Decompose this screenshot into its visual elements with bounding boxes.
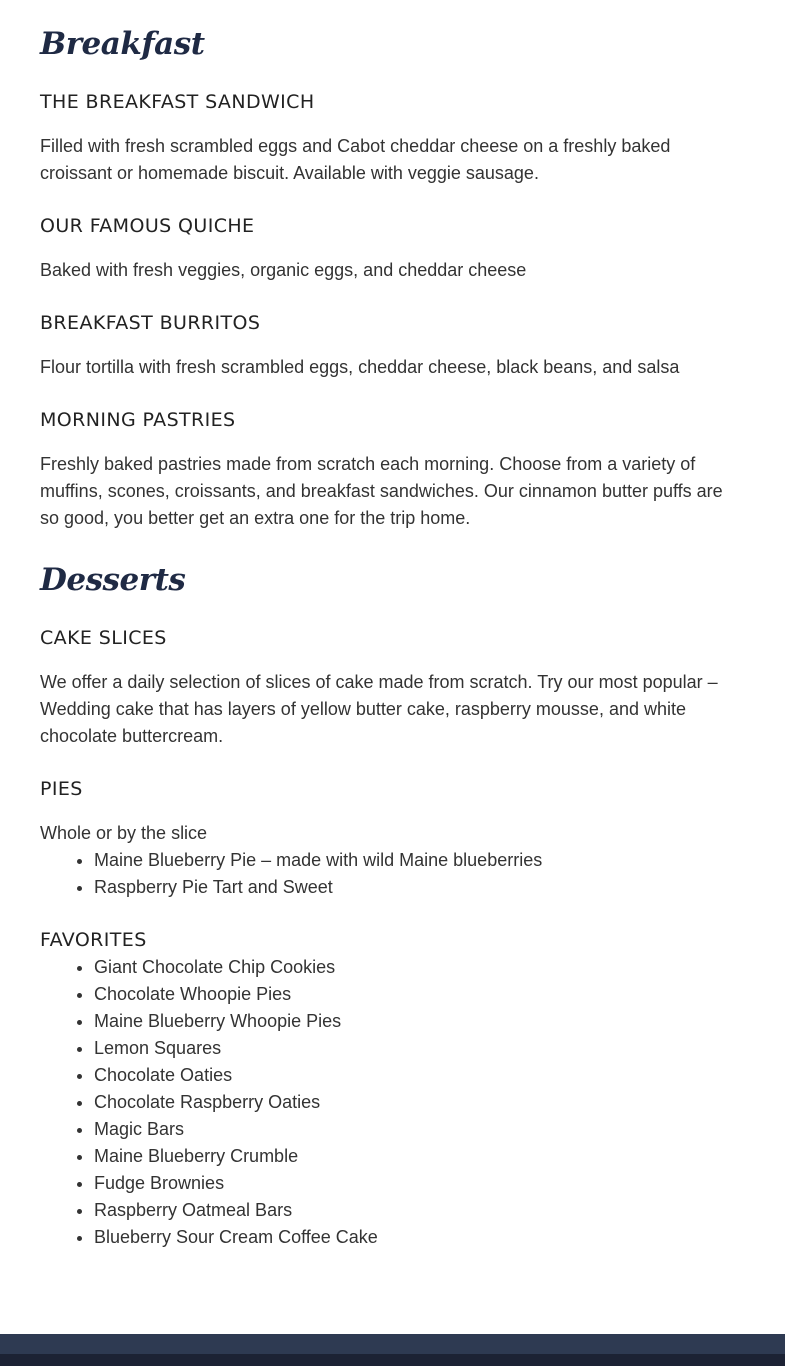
cake-slices-title: CAKE SLICES — [40, 627, 167, 649]
desserts-section-title: Desserts — [40, 562, 186, 598]
quiche-title: OUR FAMOUS QUICHE — [40, 215, 255, 237]
pastries-description: Freshly baked pastries made from scratch each morning. Choose from a variety of muffins, scones, croissants, and breakfast sandwiches. Our cinnamon butter puffs are so good, you better get an extra one for the trip home. — [40, 454, 723, 528]
favorites-list — [40, 954, 745, 1251]
list-item: • Maine Blueberry Pie – made with wild Maine blueberries — [94, 847, 745, 874]
footer-top-band — [0, 1334, 785, 1354]
cake-slices-description: We offer a daily selection of slices of cake made from scratch. Try our most popular – Wedding cake that has layers of yellow butter cake, raspberry mousse, and white chocolate buttercream. — [40, 672, 718, 746]
quiche-description: Baked with fresh veggies, organic eggs, and cheddar cheese — [40, 260, 527, 280]
menu-content — [40, 22, 745, 1251]
pastries-title: MORNING PASTRIES — [40, 409, 236, 431]
pies-description: Whole or by the slice — [40, 823, 208, 843]
list-item: • Maine Blueberry Whoopie Pies — [94, 1008, 745, 1035]
breakfast-sandwich-description: Filled with fresh scrambled eggs and Cabot cheddar cheese on a freshly baked croissant or homemade biscuit. Available with veggie sausage. — [40, 136, 671, 183]
breakfast-sandwich-title: THE BREAKFAST SANDWICH — [40, 91, 315, 113]
list-item: • Lemon Squares — [94, 1035, 745, 1062]
list-item: • Giant Chocolate Chip Cookies — [94, 954, 745, 981]
list-item: • Chocolate Whoopie Pies — [94, 981, 745, 1008]
breakfast-section-title: Breakfast — [40, 26, 205, 62]
footer-bottom-band — [0, 1354, 785, 1366]
pies-list — [40, 847, 745, 901]
list-item: • Chocolate Oaties — [94, 1062, 745, 1089]
list-item: • Fudge Brownies — [94, 1170, 745, 1197]
list-item: • Raspberry Pie Tart and Sweet — [94, 874, 745, 901]
list-item: • Maine Blueberry Crumble — [94, 1143, 745, 1170]
burritos-title: BREAKFAST BURRITOS — [40, 312, 261, 334]
favorites-title: FAVORITES — [40, 929, 147, 951]
list-item: • Raspberry Oatmeal Bars — [94, 1197, 745, 1224]
burritos-description: Flour tortilla with fresh scrambled eggs, cheddar cheese, black beans, and salsa — [40, 357, 680, 377]
list-item: • Magic Bars — [94, 1116, 745, 1143]
list-item: • Blueberry Sour Cream Coffee Cake — [94, 1224, 745, 1251]
pies-title: PIES — [40, 778, 83, 800]
list-item: • Chocolate Raspberry Oaties — [94, 1089, 745, 1116]
